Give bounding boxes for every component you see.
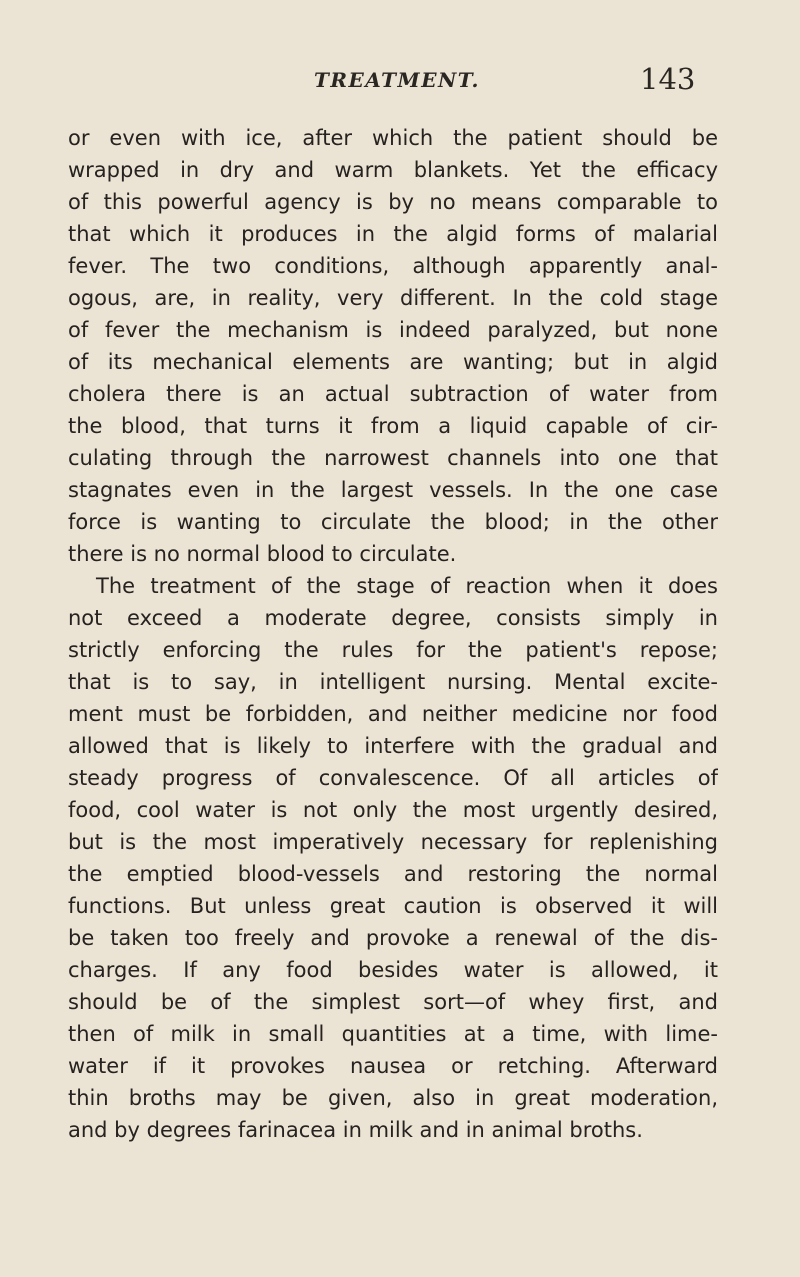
text-line: or even with ice, after which the patient should be [68,126,718,150]
text-line: that which it produces in the algid forms of malarial [68,222,718,246]
text-line: charges. If any food besides water is allowed, it [68,958,718,982]
text-line: of fever the mechanism is indeed paralyzed, but none [68,318,718,342]
text-line: ment must be forbidden, and neither medicine nor food [68,702,718,726]
text-line: ogous, are, in reality, very different. In the cold stage [68,286,718,310]
text-line: be taken too freely and provoke a renewal of the dis- [68,926,718,950]
text-line: steady progress of convalescence. Of all articles of [68,766,718,790]
body-text [68,122,718,1146]
text-line: stagnates even in the largest vessels. In the one case [68,478,718,502]
text-line: water if it provokes nausea or retching. Afterward [68,1054,718,1078]
text-line: the blood, that turns it from a liquid capable of cir- [68,414,718,438]
paragraph-end-line: there is no normal blood to circulate. [68,542,457,566]
page-header [0,62,800,106]
page-number: 143 [640,62,696,96]
text-line: that is to say, in intelligent nursing. Mental excite- [68,670,718,694]
text-line: allowed that is likely to interfere with the gradual and [68,734,718,758]
text-line: of this powerful agency is by no means comparable to [68,190,718,214]
text-line: culating through the narrowest channels into one that [68,446,718,470]
text-line: cholera there is an actual subtraction of water from [68,382,718,406]
paragraph-end-line: and by degrees farinacea in milk and in animal broths. [68,1118,643,1142]
text-line: food, cool water is not only the most urgently desired, [68,798,718,822]
paragraph-start-line: The treatment of the stage of reaction when it does [96,574,718,598]
text-line: strictly enforcing the rules for the patient's repose; [68,638,718,662]
text-line: functions. But unless great caution is observed it will [68,894,718,918]
text-line: but is the most imperatively necessary for replenishing [68,830,718,854]
text-line: not exceed a moderate degree, consists simply in [68,606,718,630]
text-line: wrapped in dry and warm blankets. Yet the efficacy [68,158,718,182]
text-line: force is wanting to circulate the blood; in the other [68,510,718,534]
text-line: thin broths may be given, also in great moderation, [68,1086,718,1110]
text-line: of its mechanical elements are wanting; but in algid [68,350,718,374]
text-line: the emptied blood-vessels and restoring the normal [68,862,718,886]
text-line: should be of the simplest sort—of whey first, and [68,990,718,1014]
text-line: then of milk in small quantities at a time, with lime- [68,1022,718,1046]
text-line: fever. The two conditions, although apparently anal- [68,254,718,278]
running-title: TREATMENT. [314,68,480,92]
